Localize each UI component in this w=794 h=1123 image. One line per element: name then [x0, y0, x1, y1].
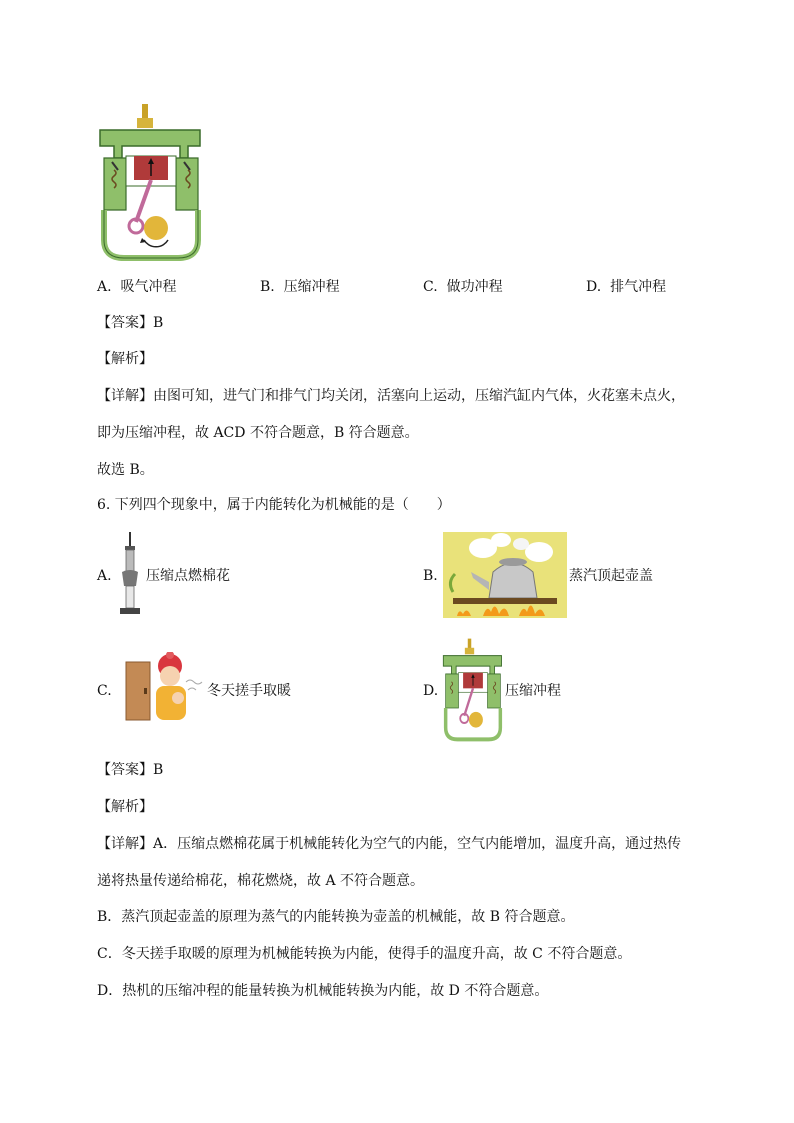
q6-detail-a1: 【详解】A．压缩点燃棉花属于机械能转化为空气的内能，空气内能增加，温度升高，通过热传 [97, 836, 682, 852]
answer-value: B [153, 762, 164, 778]
kettle-steam-icon [443, 532, 567, 618]
answer-tag: 【答案】 [97, 315, 153, 331]
answer-tag: 【答案】 [97, 762, 153, 778]
q6-detail-c: C．冬天搓手取暖的原理为机械能转换为内能，使得手的温度升高，故 C 不符合题意。 [97, 946, 632, 962]
fire-syringe-icon [116, 530, 144, 616]
option-letter: D. [586, 279, 602, 295]
q6-detail-b: B．蒸汽顶起壶盖的原理为蒸气的内能转换为壶盖的机械能，故 B 符合题意。 [97, 909, 575, 925]
engine-figure-q5 [96, 100, 206, 262]
answer-value: B [153, 315, 164, 331]
q6-option-b-letter[interactable]: B. [423, 568, 438, 584]
q6-option-d-letter[interactable]: D. [423, 683, 439, 699]
q6-option-b-text: 蒸汽顶起壶盖 [569, 568, 653, 584]
q6-question: 6. 下列四个现象中，属于内能转化为机械能的是（ ） [97, 497, 451, 513]
q5-option-a[interactable] [97, 277, 176, 297]
q6-option-a-letter[interactable]: A. [97, 568, 112, 584]
q5-detail-line2: 即为压缩冲程，故 ACD 不符合题意，B 符合题意。 [97, 425, 419, 441]
engine-compression-icon [441, 636, 505, 742]
option-letter: C. [423, 279, 438, 295]
girl-rubbing-hands-icon [122, 652, 206, 724]
option-text: 排气冲程 [610, 279, 667, 295]
q5-answer [97, 313, 163, 333]
q5-option-c[interactable] [423, 277, 503, 297]
q5-option-d[interactable] [586, 277, 666, 297]
option-letter: A. [97, 279, 112, 295]
q5-detail-line1: 【详解】由图可知，进气门和排气门均关闭，活塞向上运动，压缩汽缸内气体，火花塞未点火， [97, 388, 685, 404]
option-text: 吸气冲程 [120, 279, 177, 295]
q6-option-d-text: 压缩冲程 [505, 683, 561, 699]
option-letter: B. [260, 279, 275, 295]
q5-choose: 故选 B。 [97, 462, 154, 478]
q6-answer [97, 760, 163, 780]
option-text: 做功冲程 [446, 279, 503, 295]
q6-option-c-letter[interactable]: C. [97, 683, 112, 699]
q5-option-b[interactable] [260, 277, 340, 297]
q6-analysis-tag: 【解析】 [97, 799, 153, 815]
q6-detail-a2: 递将热量传递给棉花，棉花燃烧，故 A 不符合题意。 [97, 873, 425, 889]
q5-analysis-tag: 【解析】 [97, 351, 153, 367]
q6-option-c-text: 冬天搓手取暖 [207, 683, 291, 699]
q6-option-a-text: 压缩点燃棉花 [146, 568, 230, 584]
option-text: 压缩冲程 [283, 279, 340, 295]
q6-detail-d: D．热机的压缩冲程的能量转换为机械能转换为内能，故 D 不符合题意。 [97, 983, 549, 999]
